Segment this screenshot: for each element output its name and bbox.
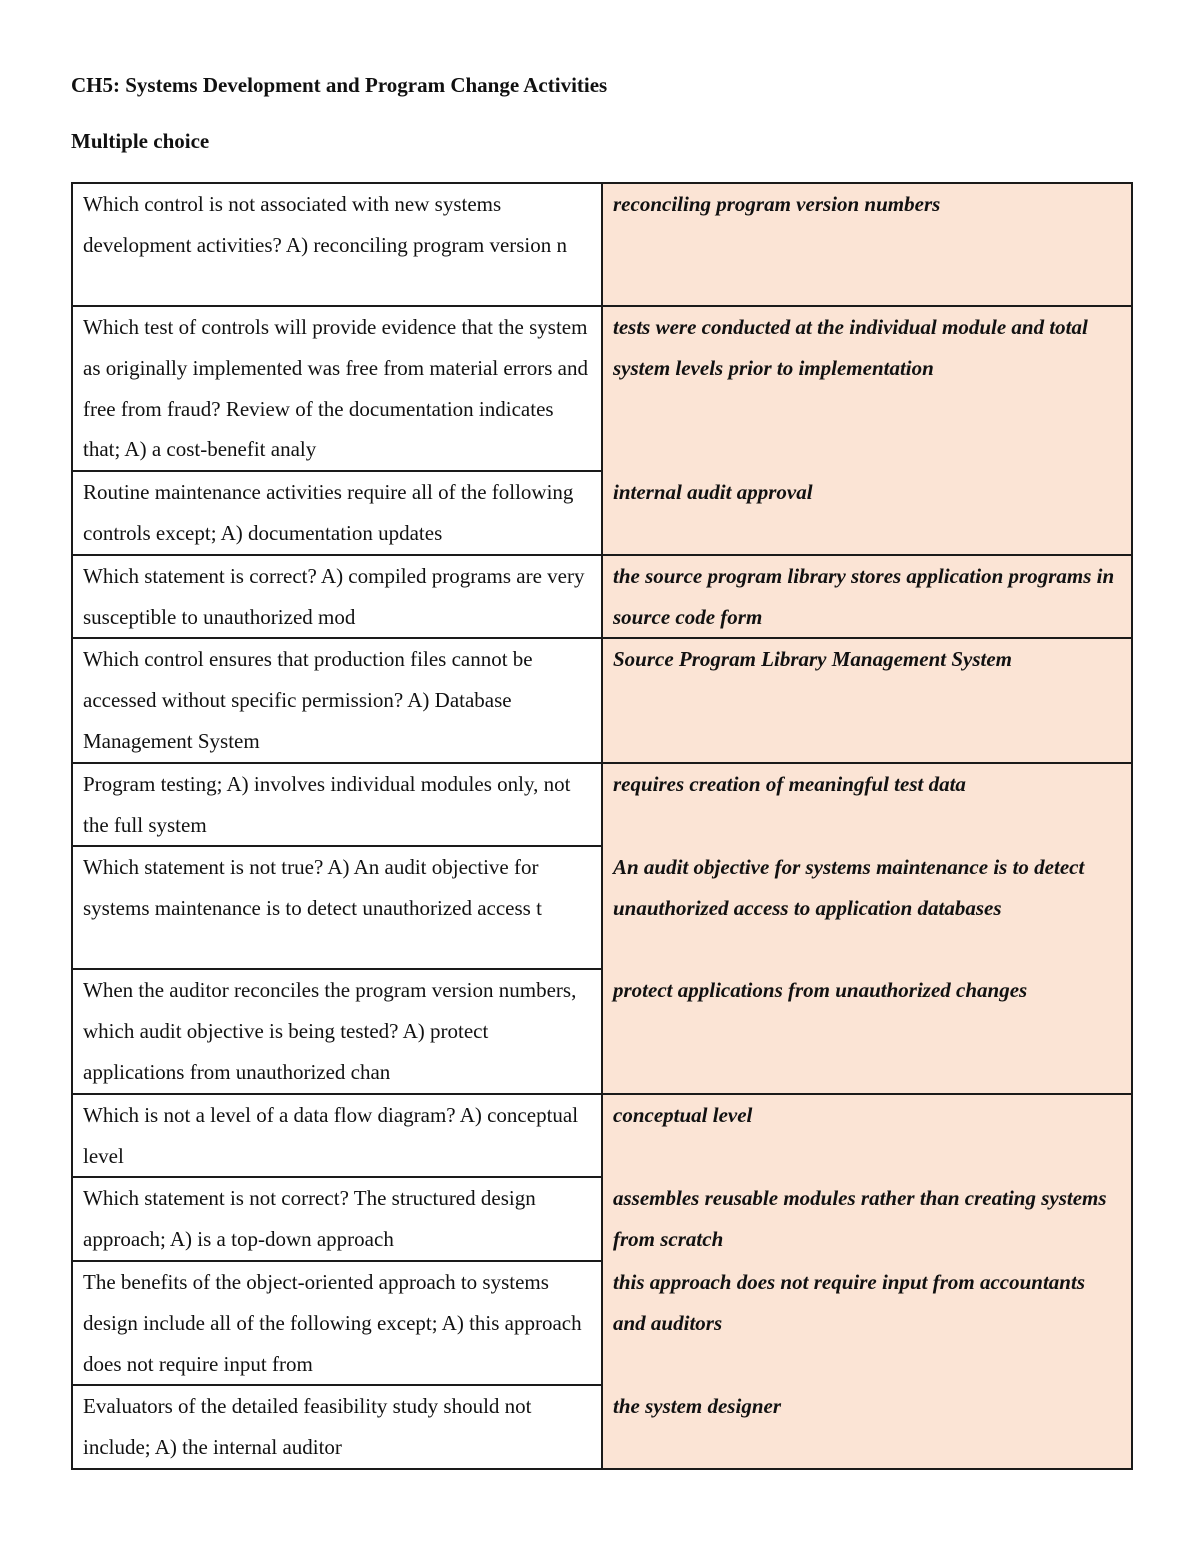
question-cell [72, 1385, 602, 1469]
answer-text: this approach does not require input from accountants and auditors [613, 1269, 1085, 1335]
answer-text: An audit objective for systems maintenance is to detect unauthorized access to application databases [613, 855, 1085, 921]
answer-cell [602, 471, 1132, 555]
question-text: Evaluators of the detailed feasibility study should not include; A) the internal auditor [83, 1394, 532, 1460]
table-row [72, 555, 1132, 639]
question-cell [72, 763, 602, 847]
answer-cell [602, 638, 1132, 762]
question-cell [72, 1177, 602, 1261]
table-row [72, 183, 1132, 306]
question-text: The benefits of the object-oriented approach to systems design include all of the following except; A) this approach does not require input from [83, 1269, 582, 1376]
answer-text: Source Program Library Management System [613, 647, 1013, 672]
table-row [72, 1177, 1132, 1261]
question-cell [72, 969, 602, 1093]
answer-cell [602, 763, 1132, 847]
question-text: Which statement is not true? A) An audit objective for systems maintenance is to detect unauthorized access t [83, 855, 542, 921]
table-row [72, 1385, 1132, 1469]
table-row [72, 1261, 1132, 1385]
question-cell [72, 306, 602, 471]
answer-text: conceptual level [613, 1102, 753, 1127]
question-cell [72, 555, 602, 639]
question-text: Which statement is not correct? The structured design approach; A) is a top-down approach [83, 1186, 536, 1252]
question-text: Which control ensures that production files cannot be accessed without specific permission? A) Database Management System [83, 647, 533, 753]
table-row [72, 306, 1132, 471]
question-cell [72, 638, 602, 762]
table-row [72, 969, 1132, 1093]
table-row [72, 763, 1132, 847]
question-text: Routine maintenance activities require all of the following controls except; A) documentation updates [83, 480, 574, 545]
question-cell [72, 1261, 602, 1385]
answer-text: tests were conducted at the individual module and total system levels prior to implementation [613, 315, 1088, 380]
page-title: CH5: Systems Development and Program Change Activities [71, 73, 608, 97]
answer-text: assembles reusable modules rather than creating systems from scratch [613, 1186, 1107, 1252]
table-row [72, 1094, 1132, 1178]
section-heading: Multiple choice [71, 129, 210, 153]
answer-cell [602, 969, 1132, 1093]
question-text: Which control is not associated with new systems development activities? A) reconciling program version n [83, 192, 568, 257]
answer-text: internal audit approval [613, 480, 813, 505]
question-text: Which statement is correct? A) compiled programs are very susceptible to unauthorized mod [83, 563, 585, 629]
table-row [72, 846, 1132, 969]
question-cell [72, 1094, 602, 1178]
question-text: Program testing; A) involves individual modules only, not the full system [83, 771, 571, 837]
answer-text: the system designer [613, 1394, 781, 1419]
qa-table [71, 182, 1133, 1470]
answer-cell [602, 1385, 1132, 1469]
answer-cell [602, 1094, 1132, 1178]
question-text: Which test of controls will provide evidence that the system as originally implemented was free from material errors and free from fraud? Review of the documentation indicates that; A) a cost-benefit analy [83, 315, 588, 462]
answer-text: requires creation of meaningful test data [613, 771, 966, 796]
question-text: When the auditor reconciles the program version numbers, which audit objective is being tested? A) protect applications from unauthorized chan [83, 978, 577, 1084]
answer-cell [602, 1261, 1132, 1385]
question-cell [72, 471, 602, 555]
answer-cell [602, 183, 1132, 306]
answer-cell [602, 846, 1132, 969]
question-text: Which is not a level of a data flow diagram? A) conceptual level [83, 1102, 579, 1168]
answer-cell [602, 1177, 1132, 1261]
answer-text: reconciling program version numbers [613, 192, 941, 216]
question-cell [72, 183, 602, 306]
question-cell [72, 846, 602, 969]
answer-cell [602, 555, 1132, 639]
answer-text: protect applications from unauthorized changes [613, 978, 1028, 1003]
table-row [72, 471, 1132, 555]
answer-text: the source program library stores application programs in source code form [613, 563, 1115, 629]
table-row [72, 638, 1132, 762]
answer-cell [602, 306, 1132, 471]
